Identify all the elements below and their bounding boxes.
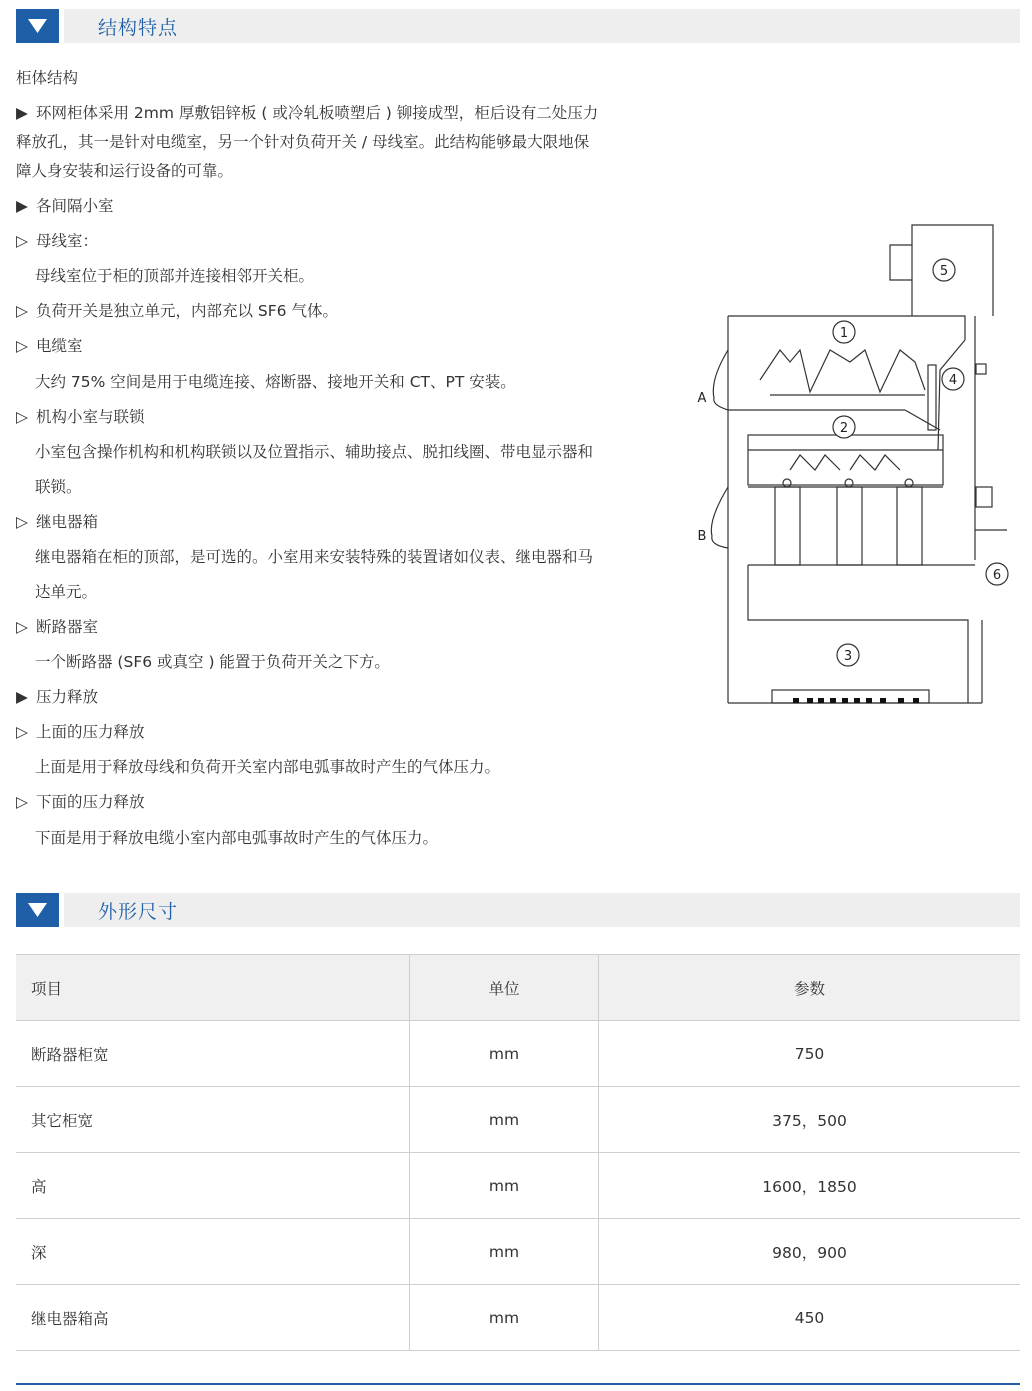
callout-6: 6: [992, 568, 1002, 583]
outline-triangle-bullet-icon: ▷: [16, 793, 28, 811]
cell-value: 980，900: [599, 1219, 1021, 1285]
table-row: [16, 1285, 1020, 1351]
section-title: 结构特点: [98, 17, 179, 39]
text-line: [16, 299, 338, 321]
cell-item: 其它柜宽: [16, 1087, 410, 1153]
filled-triangle-bullet-icon: ▶: [16, 104, 28, 122]
text-line-content: 达单元。: [35, 583, 98, 601]
text-line-content: 联锁。: [35, 478, 82, 496]
table-row: [16, 1021, 1020, 1087]
text-line: [16, 159, 233, 181]
cell-unit: mm: [410, 1021, 599, 1087]
text-line-content: 下面的压力释放: [36, 793, 145, 811]
bottom-divider: [16, 1383, 1020, 1385]
triangle-down-icon: [28, 903, 47, 917]
filled-triangle-bullet-icon: ▶: [16, 688, 28, 706]
collapse-toggle[interactable]: [16, 893, 59, 927]
text-line: [16, 66, 78, 88]
outline-triangle-bullet-icon: ▷: [16, 408, 28, 426]
text-line: [16, 405, 145, 427]
text-line-content: 大约 75% 空间是用于电缆连接、熔断器、接地开关和 CT、PT 安装。: [35, 373, 516, 391]
cell-value: 1600，1850: [599, 1153, 1021, 1219]
cell-value: 750: [599, 1021, 1021, 1087]
text-line-content: 上面是用于释放母线和负荷开关室内部电弧事故时产生的气体压力。: [35, 758, 501, 776]
text-line: [16, 615, 98, 637]
text-line: [16, 685, 98, 707]
cabinet-cross-section-diagram: [690, 218, 1010, 718]
text-line: [35, 650, 390, 672]
text-line-content: 障人身安装和运行设备的可靠。: [16, 162, 234, 180]
cell-unit: mm: [410, 1219, 599, 1285]
text-line-content: 母线室位于柜的顶部并连接相邻开关柜。: [35, 267, 315, 285]
text-line: [35, 826, 438, 848]
callout-2: 2: [839, 421, 849, 436]
text-line-content: 母线室：: [36, 232, 99, 250]
text-line-content: 机构小室与联锁: [36, 408, 145, 426]
outline-triangle-bullet-icon: ▷: [16, 723, 28, 741]
triangle-down-icon: [28, 19, 47, 33]
text-line-content: 压力释放: [36, 688, 99, 706]
callout-3: 3: [843, 649, 853, 664]
table-row: [16, 1153, 1020, 1219]
text-line: [35, 370, 516, 392]
text-line: [16, 130, 589, 152]
label-a: A: [697, 391, 707, 406]
table-header-row: [16, 955, 1020, 1021]
outline-triangle-bullet-icon: ▷: [16, 302, 28, 320]
label-b: B: [697, 529, 707, 544]
table-row: [16, 1219, 1020, 1285]
text-line: [16, 510, 98, 532]
section-header-structure: [16, 9, 1020, 43]
text-line-content: 电缆室: [36, 337, 83, 355]
cell-unit: mm: [410, 1285, 599, 1351]
text-line: [35, 755, 500, 777]
text-line: [35, 580, 97, 602]
callout-5: 5: [939, 264, 949, 279]
text-line: [35, 545, 593, 567]
callout-4: 4: [948, 373, 958, 388]
cell-unit: mm: [410, 1087, 599, 1153]
text-line: [16, 334, 83, 356]
text-line-content: 断路器室: [36, 618, 99, 636]
callout-1: 1: [839, 326, 849, 341]
text-line: [16, 101, 598, 123]
cell-value: 375，500: [599, 1087, 1021, 1153]
text-line-content: 负荷开关是独立单元，内部充以 SF6 气体。: [36, 302, 338, 320]
text-line-content: 环网柜体采用 2mm 厚敷铝锌板 ( 或冷轧板喷塑后 ) 铆接成型，柜后设有二处压力: [36, 104, 599, 122]
text-line: [16, 229, 98, 251]
text-line: [16, 194, 114, 216]
cell-unit: mm: [410, 1153, 599, 1219]
text-line-content: 上面的压力释放: [36, 723, 145, 741]
text-line-content: 柜体结构: [16, 69, 79, 87]
outline-triangle-bullet-icon: ▷: [16, 337, 28, 355]
cell-item: 继电器箱高: [16, 1285, 410, 1351]
text-line-content: 一个断路器 (SF6 或真空 ) 能置于负荷开关之下方。: [35, 653, 390, 671]
header-value: 参数: [599, 955, 1021, 1021]
text-line: [35, 264, 314, 286]
text-line-content: 下面是用于释放电缆小室内部电弧事故时产生的气体压力。: [35, 829, 439, 847]
text-line: [35, 440, 593, 462]
section-header-dimensions: [16, 893, 1020, 927]
text-line-content: 小室包含操作机构和机构联锁以及位置指示、辅助接点、脱扣线圈、带电显示器和: [35, 443, 594, 461]
text-line: [16, 790, 145, 812]
text-line-content: 继电器箱在柜的顶部，是可选的。小室用来安装特殊的装置诸如仪表、继电器和马: [35, 548, 594, 566]
text-line: [16, 720, 145, 742]
text-line-content: 释放孔，其一是针对电缆室，另一个针对负荷开关 / 母线室。此结构能够最大限地保: [16, 133, 590, 151]
cell-item: 高: [16, 1153, 410, 1219]
cell-item: 深: [16, 1219, 410, 1285]
collapse-toggle[interactable]: [16, 9, 59, 43]
cell-value: 450: [599, 1285, 1021, 1351]
header-unit: 单位: [410, 955, 599, 1021]
outline-triangle-bullet-icon: ▷: [16, 513, 28, 531]
cell-item: 断路器柜宽: [16, 1021, 410, 1087]
header-item: 项目: [16, 955, 410, 1021]
outline-triangle-bullet-icon: ▷: [16, 232, 28, 250]
table-row: [16, 1087, 1020, 1153]
outline-triangle-bullet-icon: ▷: [16, 618, 28, 636]
filled-triangle-bullet-icon: ▶: [16, 197, 28, 215]
text-line: [35, 475, 82, 497]
text-line-content: 各间隔小室: [36, 197, 114, 215]
text-line-content: 继电器箱: [36, 513, 99, 531]
dimensions-table: [16, 954, 1020, 1351]
section-title: 外形尺寸: [98, 901, 179, 923]
